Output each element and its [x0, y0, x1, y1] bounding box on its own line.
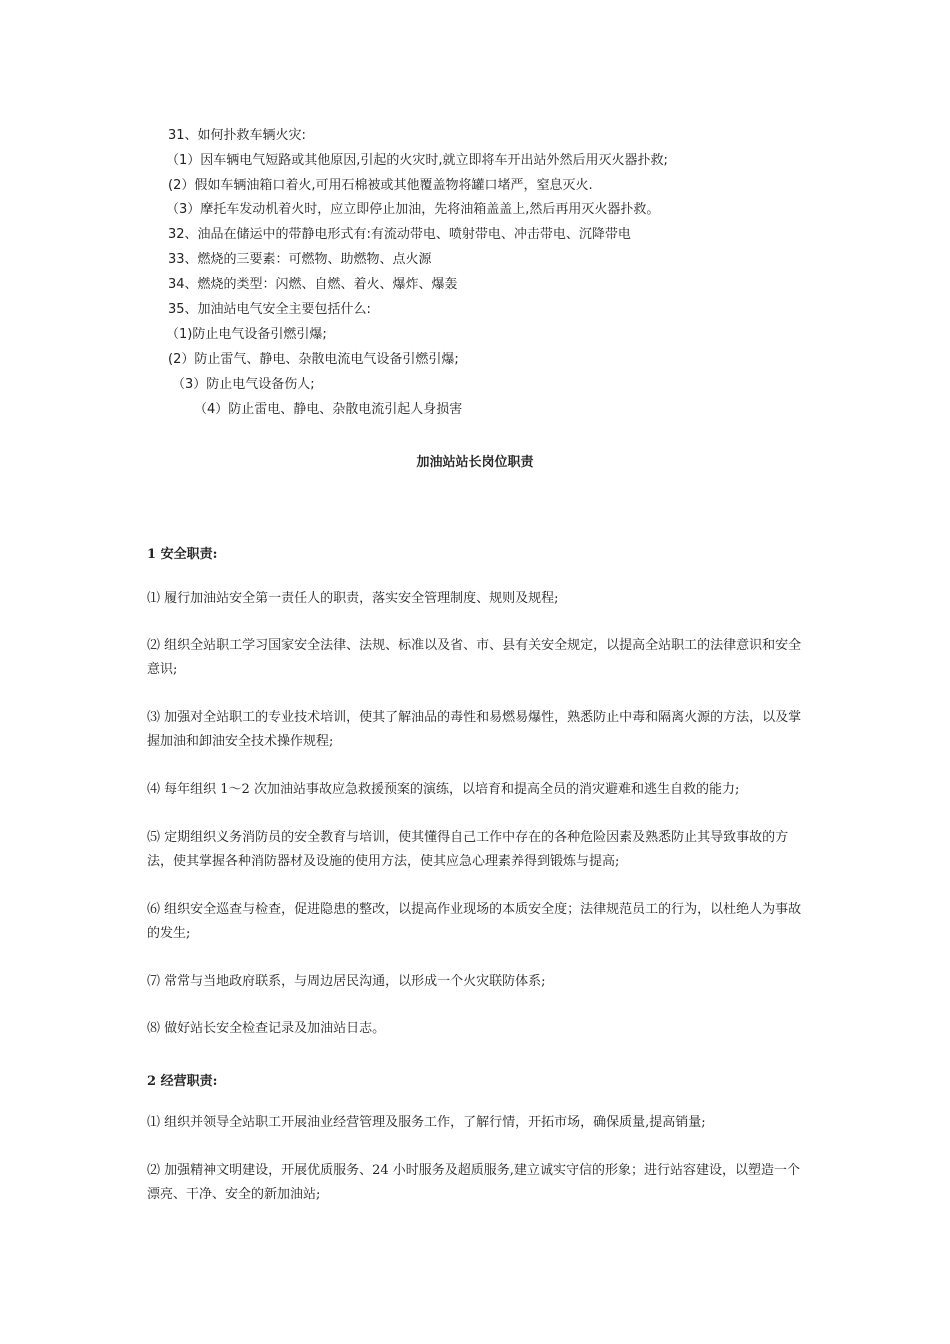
list-item-33: 33、燃烧的三要素：可燃物、助燃物、点火源	[168, 252, 432, 267]
section-1-item-3: ⑶ 加强对全站职工的专业技术培训，使其了解油品的毒性和易燃易爆性，熟悉防止中毒和隔离火源的方法，以及掌握加油和卸油安全技术操作规程;	[147, 710, 802, 749]
list-item-35-4: （4）防止雷电、静电、杂散电流引起人身损害	[194, 402, 463, 417]
section-1-item-1: ⑴ 履行加油站安全第一责任人的职责，落实安全管理制度、规则及规程;	[147, 591, 559, 606]
section-1-item-7: ⑺ 常常与当地政府联系，与周边居民沟通，以形成一个火灾联防体系;	[147, 974, 546, 989]
list-item-31-1: （1）因车辆电气短路或其他原因,引起的火灾时,就立即将车开出站外然后用灭火器扑救;	[166, 153, 668, 168]
list-item-32: 32、油品在储运中的带静电形式有:有流动带电、喷射带电、冲击带电、沉降带电	[168, 227, 631, 242]
list-item-34: 34、燃烧的类型：闪燃、自燃、着火、爆炸、爆轰	[168, 277, 458, 292]
list-item-35: 35、加油站电气安全主要包括什么:	[168, 302, 371, 317]
list-item-31-2: (2）假如车辆油箱口着火,可用石棉被或其他覆盖物将罐口堵严，窒息灭火.	[168, 178, 593, 193]
section-1-item-4: ⑷ 每年组织 1～2 次加油站事故应急救援预案的演练，以培育和提高全员的消灾避难和逃生自救的能力;	[147, 782, 740, 797]
section-1-item-6: ⑹ 组织安全巡查与检查，促进隐患的整改，以提高作业现场的本质安全度；法律规范员工的行为，以杜绝人为事故的发生;	[147, 902, 802, 941]
list-item-31-3: （3）摩托车发动机着火时，应立即停止加油，先将油箱盖盖上,然后再用灭火器扑救。	[166, 202, 660, 217]
section-1-item-8: ⑻ 做好站长安全检查记录及加油站日志。	[147, 1021, 386, 1036]
section-2-item-1: ⑴ 组织并领导全站职工开展油业经营管理及服务工作，了解行情，开拓市场，确保质量,提高销量;	[147, 1115, 706, 1130]
list-item-35-3: （3）防止电气设备伤人;	[172, 377, 315, 392]
list-item-35-1: （1)防止电气设备引燃引爆;	[166, 327, 327, 342]
list-item-31: 31、如何扑救车辆火灾:	[168, 128, 306, 143]
document-title: 加油站站长岗位职责	[416, 455, 534, 470]
list-item-35-2: (2）防止雷气、静电、杂散电流电气设备引燃引爆;	[168, 352, 459, 367]
section-1-heading: 1 安全职责:	[147, 547, 218, 562]
section-2-item-2: ⑵ 加强精神文明建设，开展优质服务、24 小时服务及超质服务,建立诚实守信的形象；进行站容建设，以塑造一个漂亮、干净、安全的新加油站;	[147, 1163, 800, 1202]
section-2-heading: 2 经营职责:	[147, 1074, 218, 1089]
section-1-item-2: ⑵ 组织全站职工学习国家安全法律、法规、标准以及省、市、县有关安全规定，以提高全站职工的法律意识和安全意识;	[147, 638, 802, 677]
section-1-item-5: ⑸ 定期组织义务消防员的安全教育与培训，使其懂得自己工作中存在的各种危险因素及熟悉防止其导致事故的方法，使其掌握各种消防器材及设施的使用方法，使其应急心理素养得到锻炼与提高;	[147, 830, 789, 869]
